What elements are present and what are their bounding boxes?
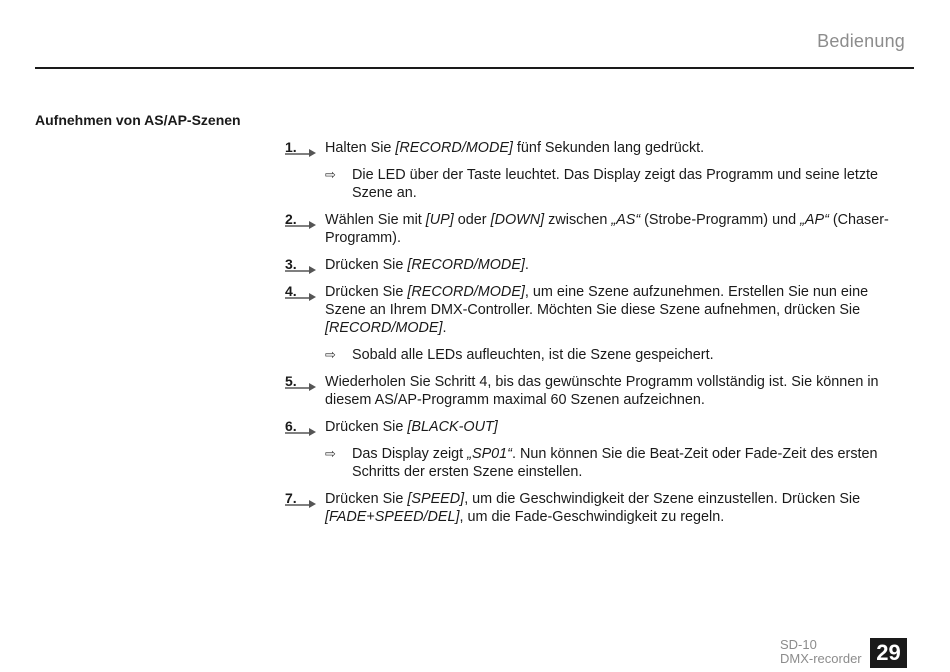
- step-number: 3.: [285, 256, 297, 272]
- key-reference: „AS“: [611, 212, 641, 228]
- step-number-marker: [285, 283, 317, 301]
- text-segment: Drücken Sie: [325, 419, 408, 435]
- result-text: [352, 446, 878, 480]
- product-name: DMX-recorder: [780, 651, 862, 666]
- key-reference: [RECORD/MODE]: [407, 257, 525, 273]
- key-reference: [FADE+SPEED/DEL]: [325, 509, 460, 525]
- text-segment: Wiederholen Sie Schritt 4, bis das gewünschte Programm vollständig ist. Sie können in diesem AS/AP-Programm maximal 60 Szenen aufzeichnen.: [325, 374, 879, 408]
- page-number: 29: [870, 638, 907, 668]
- text-segment: (Chaser-Programm).: [325, 212, 889, 246]
- text-segment: , um die Fade-Geschwindigkeit zu regeln.: [459, 509, 725, 525]
- step-number-marker: [285, 256, 317, 274]
- step-arrow-icon: [285, 219, 317, 229]
- step-number: 2.: [285, 211, 297, 227]
- step-text: [325, 284, 868, 336]
- header-divider: [35, 67, 914, 69]
- step-7: [285, 490, 910, 526]
- text-segment: zwischen: [544, 212, 612, 228]
- step-text: [325, 419, 498, 435]
- key-reference: [RECORD/MODE]: [395, 140, 513, 156]
- text-segment: Drücken Sie: [325, 491, 408, 507]
- step-number-marker: [285, 418, 317, 436]
- text-segment: .: [524, 257, 529, 273]
- step-number-marker: [285, 211, 317, 229]
- key-reference: [RECORD/MODE]: [407, 284, 525, 300]
- text-segment: Wählen Sie mit: [325, 212, 426, 228]
- key-reference: [DOWN]: [490, 212, 545, 228]
- text-segment: Halten Sie: [325, 140, 396, 156]
- step-text: [325, 257, 529, 273]
- step-arrow-icon: [285, 381, 317, 391]
- text-segment: Drücken Sie: [325, 284, 408, 300]
- text-segment: , um die Geschwindigkeit der Szene einzustellen. Drücken Sie: [464, 491, 861, 507]
- key-reference: [BLACK-OUT]: [407, 419, 498, 435]
- result-text: [352, 347, 714, 363]
- step-number-marker: [285, 139, 317, 157]
- key-reference: [RECORD/MODE]: [325, 320, 443, 336]
- step-number-marker: [285, 490, 317, 508]
- result-6: [285, 445, 910, 481]
- step-number: 5.: [285, 373, 297, 389]
- result-4: [285, 346, 910, 364]
- text-segment: Die LED über der Taste leuchtet. Das Display zeigt das Programm und seine letzte Szene an.: [352, 167, 879, 201]
- step-6: [285, 418, 910, 436]
- key-reference: [SPEED]: [407, 491, 465, 507]
- step-arrow-icon: [285, 264, 317, 274]
- result-1: [285, 166, 910, 202]
- text-segment: (Strobe-Programm) und: [640, 212, 801, 228]
- result-arrow-icon: ⇨: [325, 347, 336, 362]
- step-text: [325, 491, 860, 525]
- step-text: [325, 140, 704, 156]
- text-segment: . Nun können Sie die Beat-Zeit oder Fade-Zeit des ersten Schritts der ersten Szene einstellen.: [352, 446, 878, 480]
- step-arrow-icon: [285, 498, 317, 508]
- step-2: [285, 211, 910, 247]
- text-segment: .: [442, 320, 447, 336]
- step-number-marker: [285, 373, 317, 391]
- result-text: [352, 167, 878, 201]
- section-title: Aufnehmen von AS/AP-Szenen: [35, 112, 241, 128]
- result-arrow-icon: ⇨: [325, 446, 336, 461]
- text-segment: oder: [453, 212, 491, 228]
- key-reference: „AP“: [800, 212, 829, 228]
- step-number: 4.: [285, 283, 297, 299]
- step-number: 1.: [285, 139, 297, 155]
- instructions: [285, 139, 910, 535]
- text-segment: Sobald alle LEDs aufleuchten, ist die Szene gespeichert.: [352, 347, 714, 363]
- text-segment: fünf Sekunden lang gedrückt.: [512, 140, 705, 156]
- step-text: [325, 212, 889, 246]
- step-number: 7.: [285, 490, 297, 506]
- text-segment: Drücken Sie: [325, 257, 408, 273]
- text-segment: Das Display zeigt: [352, 446, 468, 462]
- step-arrow-icon: [285, 291, 317, 301]
- step-number: 6.: [285, 418, 297, 434]
- text-segment: , um eine Szene aufzunehmen. Erstellen Sie nun eine Szene an Ihrem DMX-Controller. Möchten Sie diese Szene aufnehmen, drücken Sie: [325, 284, 869, 318]
- step-4: [285, 283, 910, 337]
- step-arrow-icon: [285, 426, 317, 436]
- step-arrow-icon: [285, 147, 317, 157]
- footer-product: [780, 638, 862, 666]
- model-name: SD-10: [780, 637, 817, 652]
- step-text: [325, 374, 879, 408]
- key-reference: [UP]: [425, 212, 454, 228]
- step-1: [285, 139, 910, 157]
- page-header-section: Bedienung: [817, 31, 905, 51]
- step-5: [285, 373, 910, 409]
- result-arrow-icon: ⇨: [325, 167, 336, 182]
- key-reference: „SP01“: [467, 446, 512, 462]
- step-3: [285, 256, 910, 274]
